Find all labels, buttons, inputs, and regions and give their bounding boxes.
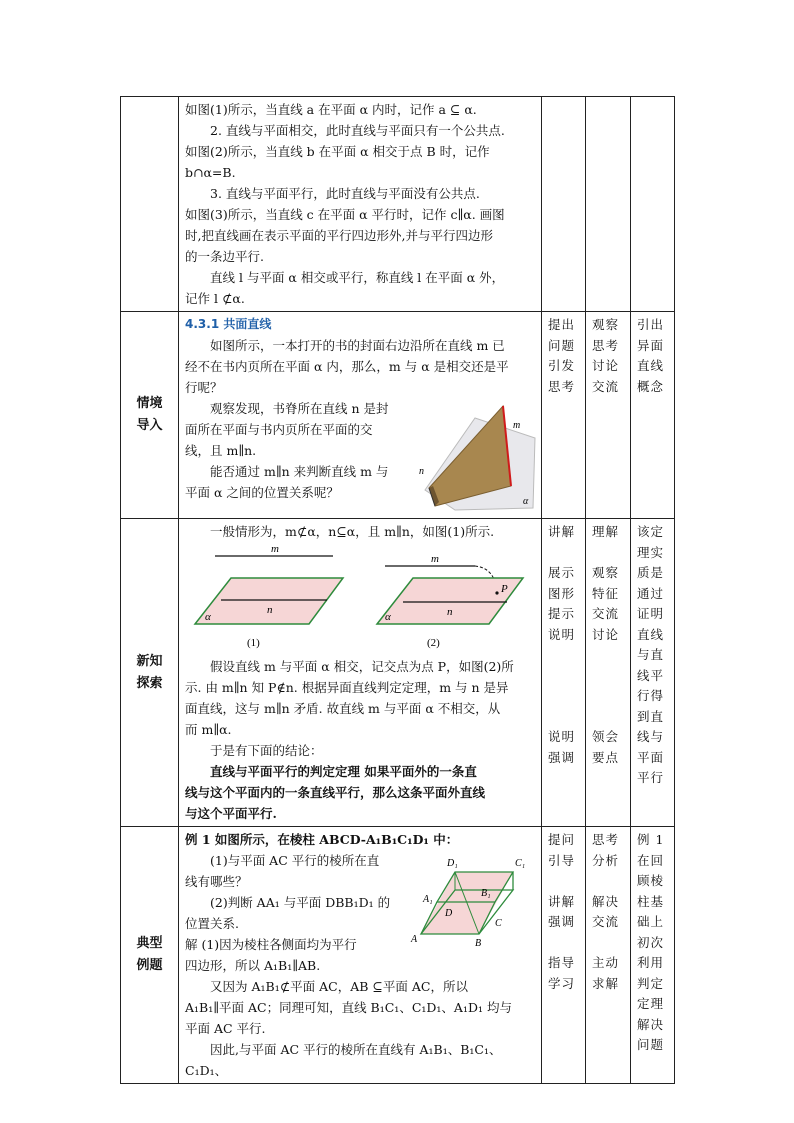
intent-cell-empty xyxy=(631,97,675,312)
teacher-text xyxy=(548,933,582,954)
text-line: 如图(3)所示，当直线 c 在平面 α 平行时，记作 c∥α. 画图 xyxy=(185,207,505,222)
new-knowledge-content xyxy=(179,519,542,827)
text-line: 解 (1)因为棱柱各侧面均为平行 xyxy=(185,937,357,952)
text-line: 平面 AC 平行. xyxy=(185,1021,266,1036)
stage-label: 新知 xyxy=(136,653,163,669)
text-line: A₁B₁∥平面 AC；同理可知，直线 B₁C₁、C₁D₁、A₁D₁ 均与 xyxy=(185,1000,512,1015)
intent-text: 线与 xyxy=(637,729,665,744)
stage-label: 探索 xyxy=(136,675,163,691)
fig2-label-alpha: α xyxy=(385,611,391,623)
teacher-text xyxy=(548,686,582,707)
text-line: 如图所示，一本打开的书的封面右边沿所在直线 m 已 xyxy=(210,338,505,353)
text-line: 能否通过 m∥n 来判断直线 m 与 xyxy=(210,464,389,479)
text-line: 示. 由 m∥n 知 P∉n. 根据异面直线判定定理，m 与 n 是异 xyxy=(185,680,509,695)
design-intent xyxy=(631,827,675,1084)
teacher-text: 引导 xyxy=(548,852,576,868)
text-line: 2. 直线与平面相交，此时直线与平面只有一个公共点. xyxy=(210,123,505,138)
teacher-text: 提出 xyxy=(548,317,576,332)
student-text xyxy=(592,686,627,707)
row-definitions xyxy=(121,97,675,312)
teacher-text: 强调 xyxy=(548,914,576,929)
intent-text: 与直 xyxy=(637,647,665,662)
student-text: 交流 xyxy=(592,378,620,394)
student-text: 分析 xyxy=(592,852,620,868)
stage-label: 导入 xyxy=(136,418,163,433)
theorem-line: 直线与平面平行的判定定理 如果平面外的一条直 xyxy=(210,764,477,779)
examples-content xyxy=(179,827,542,1084)
theorem-line: 线与这个平面内的一条直线平行，那么这条平面外直线 xyxy=(185,785,486,800)
student-text: 要点 xyxy=(592,749,620,765)
figure-2 xyxy=(377,553,523,649)
teacher-text: 引发 xyxy=(548,358,576,373)
student-activity xyxy=(586,519,631,827)
student-text: 交流 xyxy=(592,914,620,929)
text-line: 四边形，所以 A₁B₁∥AB. xyxy=(185,958,321,973)
student-text: 主动 xyxy=(592,955,620,970)
intent-text: 例 1 xyxy=(637,832,665,847)
intent-text: 到直 xyxy=(637,708,665,724)
intent-text: 问题 xyxy=(637,1037,665,1052)
student-text: 解决 xyxy=(592,893,620,909)
text-line: (2)判断 AA₁ 与平面 DBB₁D₁ 的 xyxy=(210,895,391,910)
teacher-text xyxy=(548,543,582,564)
fig1-label-alpha: α xyxy=(205,611,211,623)
label-A: A xyxy=(411,934,418,945)
prism-figure xyxy=(407,850,537,948)
text-line: 而 m∥α. xyxy=(185,722,232,737)
row-situation-intro xyxy=(121,312,675,519)
fig1-caption: (1) xyxy=(247,637,260,649)
fig2-label-n: n xyxy=(447,606,453,618)
intent-text: 平面 xyxy=(637,749,665,765)
plane-figures xyxy=(185,542,537,650)
intent-text: 判定 xyxy=(637,975,665,991)
text-line: 线，且 m∥n. xyxy=(185,443,257,458)
text-line: 于是有下面的结论： xyxy=(210,743,323,758)
intent-text: 础上 xyxy=(637,914,665,929)
student-text xyxy=(592,645,627,666)
label-C1: C₁ xyxy=(515,858,526,869)
text-line: 的一条边平行. xyxy=(185,249,264,264)
student-text: 领会 xyxy=(592,729,620,744)
label-m: m xyxy=(513,420,521,431)
teacher-text xyxy=(548,645,582,666)
text-line: 直线 l 与平面 α 相交或平行，称直线 l 在平面 α 外， xyxy=(210,270,505,285)
teacher-text: 问题 xyxy=(548,337,576,353)
text-line: 线有哪些？ xyxy=(185,874,248,889)
fig2-caption: (2) xyxy=(427,637,440,649)
intent-text: 理实 xyxy=(637,544,665,560)
student-text: 理解 xyxy=(592,524,620,539)
teacher-text: 说明 xyxy=(548,626,576,642)
intent-text: 定理 xyxy=(637,996,665,1011)
student-text: 思考 xyxy=(592,832,620,847)
text-line: 如图(1)所示，当直线 a 在平面 α 内时，记作 a ⊆ α. xyxy=(185,102,477,117)
text-line: 如图(2)所示，当直线 b 在平面 α 相交于点 B 时，记作 xyxy=(185,144,490,159)
teacher-text: 思考 xyxy=(548,378,576,394)
intent-text: 引出 xyxy=(637,317,665,332)
stage-new-knowledge xyxy=(121,519,179,827)
fig2-label-p: P xyxy=(501,583,508,595)
section-title: 4.3.1 共面直线 xyxy=(185,317,272,331)
stage-cell-empty xyxy=(121,97,179,312)
stage-label: 典型 xyxy=(136,936,163,951)
design-intent xyxy=(631,312,675,519)
label-C: C xyxy=(495,918,502,929)
student-text xyxy=(592,543,627,564)
teacher-text: 提问 xyxy=(548,832,576,847)
design-intent xyxy=(631,519,675,827)
intent-text: 行得 xyxy=(637,688,665,703)
text-line: 平面 α 之间的位置关系呢？ xyxy=(185,485,339,500)
intent-text: 解决 xyxy=(637,1016,665,1032)
student-text: 观察 xyxy=(592,565,620,580)
intent-text: 该定 xyxy=(637,524,665,539)
row-new-knowledge xyxy=(121,519,675,827)
intent-text: 柱基 xyxy=(637,893,665,909)
text-line: 一般情形为，m⊄α，n⊆α，且 m∥n，如图(1)所示. xyxy=(210,524,495,539)
text-line: 面所在平面与书内页所在平面的交 xyxy=(185,422,373,437)
stage-situation-intro xyxy=(121,312,179,519)
fig2-label-m: m xyxy=(431,553,439,565)
example-heading: 例 1 如图所示，在棱柱 ABCD-A₁B₁C₁D₁ 中： xyxy=(185,832,459,847)
definitions-content xyxy=(179,97,542,312)
text-line: 记作 l ⊄α. xyxy=(185,291,245,306)
student-activity xyxy=(586,827,631,1084)
student-text: 观察 xyxy=(592,317,620,332)
intent-text: 初次 xyxy=(637,934,665,950)
prism-section xyxy=(185,850,537,976)
teacher-text: 说明 xyxy=(548,729,576,744)
text-line: 假设直线 m 与平面 α 相交，记交点为点 P，如图(2)所 xyxy=(210,659,514,674)
teacher-text: 讲解 xyxy=(548,893,576,909)
student-text: 讨论 xyxy=(592,358,620,373)
label-A1: A₁ xyxy=(423,894,433,905)
stage-typical-examples xyxy=(121,827,179,1084)
student-text: 交流 xyxy=(592,606,620,621)
intent-text: 直线 xyxy=(637,358,665,373)
text-line: 又因为 A₁B₁⊄平面 AC，AB ⊆平面 AC，所以 xyxy=(210,979,468,994)
student-text xyxy=(592,707,627,728)
teacher-cell-empty xyxy=(542,97,586,312)
fig1-label-m: m xyxy=(271,543,279,555)
intent-text: 证明 xyxy=(637,606,665,621)
intent-text: 通过 xyxy=(637,585,665,601)
text-line: 经不在书内页所在平面 α 内，那么，m 与 α 是相交还是平 xyxy=(185,359,509,374)
teacher-text xyxy=(548,707,582,728)
text-line: 行呢？ xyxy=(185,380,223,395)
student-cell-empty xyxy=(586,97,631,312)
teacher-text: 强调 xyxy=(548,749,576,765)
intent-text: 在回 xyxy=(637,852,665,868)
student-text: 求解 xyxy=(592,975,620,991)
text-line: 因此,与平面 AC 平行的棱所在直线有 A₁B₁、B₁C₁、C₁D₁、 xyxy=(185,1042,502,1078)
theorem-line: 与这个平面平行. xyxy=(185,806,277,821)
label-alpha: α xyxy=(523,496,529,507)
intent-text: 平行 xyxy=(637,770,665,785)
text-line: 观察发现，书脊所在直线 n 是封 xyxy=(210,401,389,416)
teacher-activity xyxy=(542,827,586,1084)
label-D1: D₁ xyxy=(447,858,458,869)
teacher-text: 提示 xyxy=(548,606,576,621)
text-line: 面直线，这与 m∥n 矛盾. 故直线 m 与平面 α 不相交，从 xyxy=(185,701,501,716)
student-text xyxy=(592,666,627,687)
teacher-text: 讲解 xyxy=(548,524,576,539)
intent-text: 质是 xyxy=(637,565,665,580)
figure-1 xyxy=(195,543,343,649)
teacher-activity xyxy=(542,312,586,519)
label-B: B xyxy=(475,938,482,948)
intent-text: 直线 xyxy=(637,626,665,642)
teacher-text: 图形 xyxy=(548,585,576,601)
label-n: n xyxy=(419,466,424,477)
stage-label: 情境 xyxy=(136,396,163,411)
situation-content xyxy=(179,312,542,519)
intent-text: 异面 xyxy=(637,337,665,353)
book-section xyxy=(185,398,537,507)
student-text xyxy=(592,933,627,954)
row-typical-examples xyxy=(121,827,675,1084)
student-activity xyxy=(586,312,631,519)
open-book-figure xyxy=(415,398,537,516)
intent-text: 顾棱 xyxy=(637,873,665,888)
teacher-text xyxy=(548,666,582,687)
teacher-text: 学习 xyxy=(548,975,576,991)
intent-text: 线平 xyxy=(637,667,665,683)
fig1-label-n: n xyxy=(267,604,273,616)
student-text: 特征 xyxy=(592,585,620,601)
lesson-plan-table xyxy=(120,96,675,1084)
stage-label: 例题 xyxy=(136,958,163,973)
teacher-text: 展示 xyxy=(548,565,576,580)
teacher-activity xyxy=(542,519,586,827)
intent-text: 概念 xyxy=(637,378,665,394)
text-line: b∩α=B. xyxy=(185,165,236,180)
text-line: (1)与平面 AC 平行的棱所在直 xyxy=(210,853,380,868)
text-line: 时,把直线画在表示平面的平行四边形外,并与平行四边形 xyxy=(185,228,493,243)
student-text xyxy=(592,871,627,892)
student-text: 思考 xyxy=(592,337,620,353)
teacher-text: 指导 xyxy=(548,955,576,970)
text-line: 3. 直线与平面平行，此时直线与平面没有公共点. xyxy=(210,186,480,201)
teacher-text xyxy=(548,871,582,892)
label-D: D xyxy=(445,908,453,919)
text-line: 位置关系. xyxy=(185,916,239,931)
intent-text: 利用 xyxy=(637,955,665,970)
student-text: 讨论 xyxy=(592,626,620,642)
label-B1: B₁ xyxy=(481,888,491,899)
